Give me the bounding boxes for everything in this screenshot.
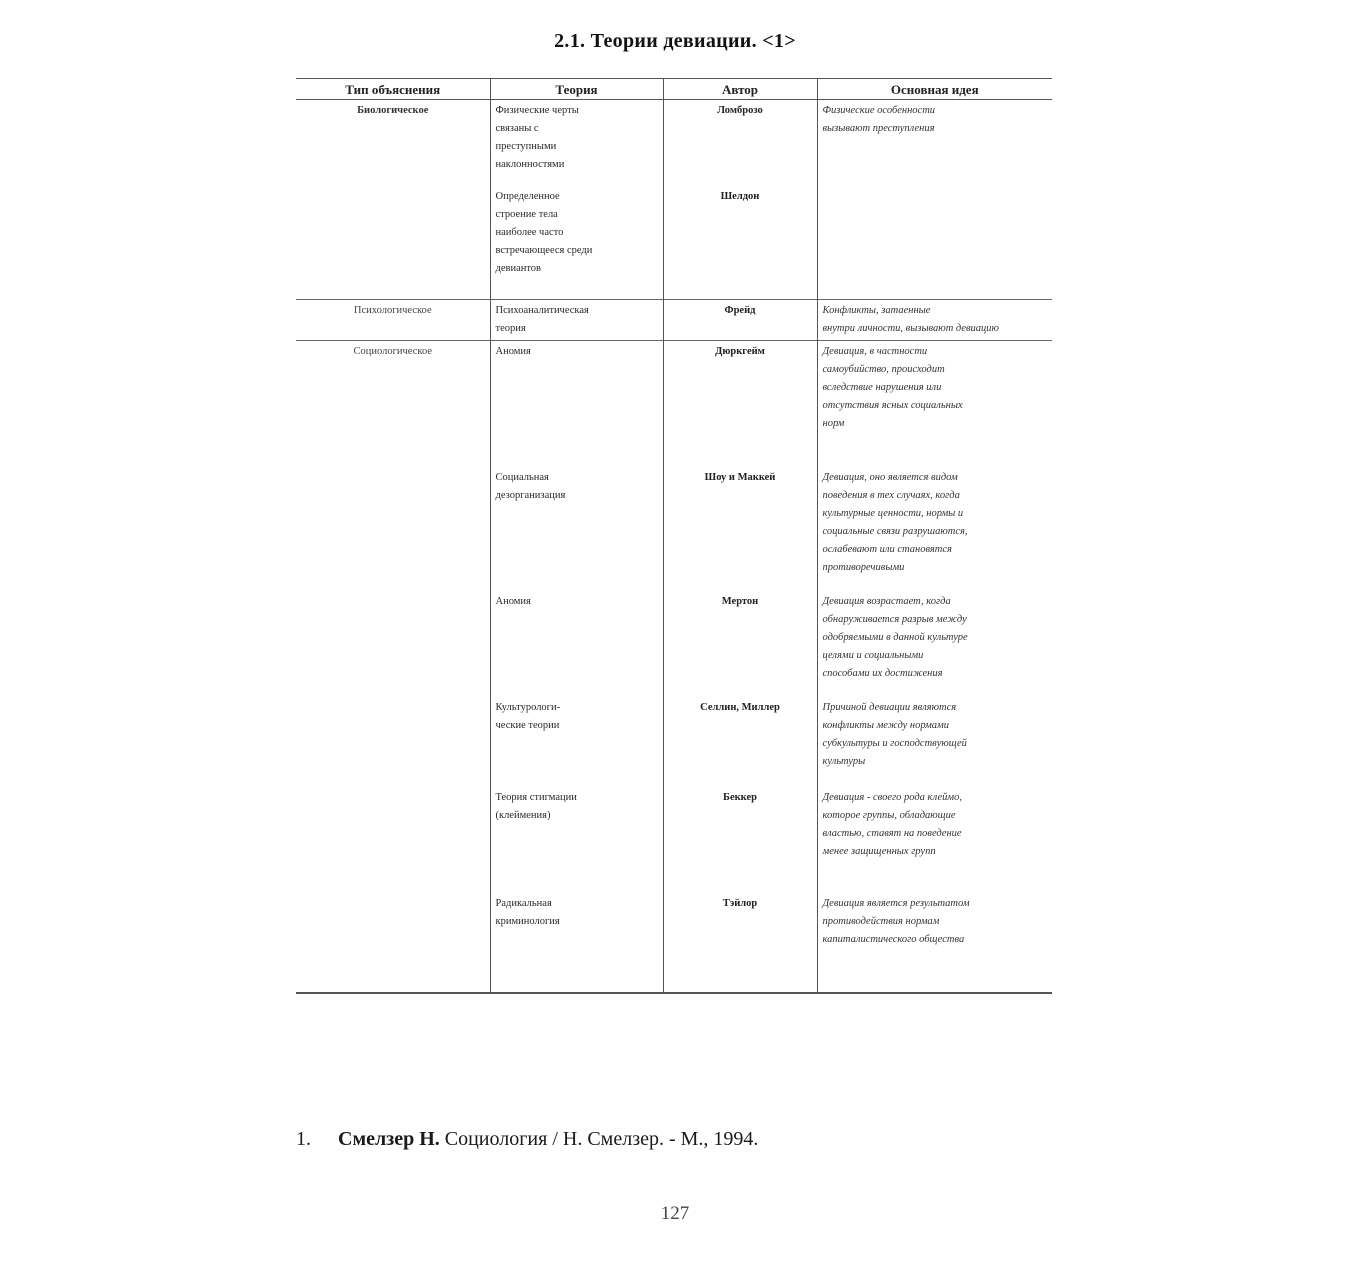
theory-cell: Культурологи- ческие теории — [495, 702, 561, 731]
theory-cell: Физические черты связаны с преступными наклонностями — [495, 105, 579, 170]
theory-cell: Теория стигмации (клеймения) — [495, 792, 577, 821]
author-cell: Дюркгейм — [715, 346, 765, 357]
idea-cell: Девиация возрастает, когда обнаруживается разрыв между одобряемыми в данной культуре целями и социальными способами их достижения — [822, 596, 968, 679]
footnote — [296, 1128, 758, 1151]
section-title: 2.1. Теории девиации. <1> — [554, 30, 796, 52]
explanation-type-biological: Биологическое — [357, 105, 429, 116]
theory-cell: Аномия — [495, 346, 531, 357]
header-explanation-type: Тип объяснения — [296, 79, 490, 100]
theory-cell: Определенное строение тела наиболее часто встречающееся среди девиантов — [495, 191, 593, 274]
theory-cell: Аномия — [495, 596, 531, 607]
author-cell: Селлин, Миллер — [700, 702, 780, 713]
author-cell: Мертон — [721, 596, 759, 607]
footnote-text: Социология / Н. Смелзер. - М., 1994. — [444, 1128, 759, 1150]
table-row — [296, 100, 1052, 300]
footnote-author: Смелзер Н. — [338, 1128, 440, 1150]
author-cell: Ломброзо — [717, 105, 763, 116]
idea-cell: Физические особенности вызывают преступления — [822, 105, 936, 134]
footnote-number: 1. — [296, 1128, 311, 1150]
header-main-idea: Основная идея — [817, 79, 1052, 100]
author-cell: Тэйлор — [722, 898, 758, 909]
idea-cell: Девиация - своего рода клеймо, которое группы, обладающие властью, ставят на поведение менее защищенных групп — [822, 792, 962, 857]
table-header-row — [296, 79, 1052, 100]
deviation-theories-table — [296, 78, 1052, 994]
idea-cell: Девиация, оно является видом поведения в тех случаях, когда культурные ценности, нормы и социальные связи разрушаются, ослабевают или становятся противоречивыми — [822, 472, 968, 573]
theory-cell: Социальная дезорганизация — [495, 472, 566, 501]
idea-cell: Причиной девиации являются конфликты между нормами субкультуры и господствующей культуры — [822, 702, 967, 767]
author-cell: Беккер — [723, 792, 757, 803]
author-cell: Шелдон — [720, 191, 760, 202]
explanation-type-psychological: Психологическое — [296, 300, 490, 341]
table-row — [296, 300, 1052, 341]
page-number: 127 — [660, 1203, 690, 1224]
idea-cell: Девиация является результатом противодействия нормам капиталистического общества — [822, 898, 970, 945]
idea-cell: Конфликты, затаенные внутри личности, вызывают девиацию — [822, 305, 999, 334]
author-cell: Фрейд — [724, 305, 756, 316]
idea-cell: Девиация, в частности самоубийство, происходит вследствие нарушения или отсутствия ясных социальных норм — [822, 346, 963, 429]
explanation-type-sociological: Социологическое — [296, 341, 490, 994]
table-row — [296, 341, 1052, 994]
header-theory: Теория — [490, 79, 663, 100]
theory-cell: Радикальная криминология — [495, 898, 560, 927]
theory-cell: Психоаналитическая теория — [495, 305, 589, 334]
author-cell: Шоу и Маккей — [704, 472, 776, 483]
header-author: Автор — [663, 79, 817, 100]
